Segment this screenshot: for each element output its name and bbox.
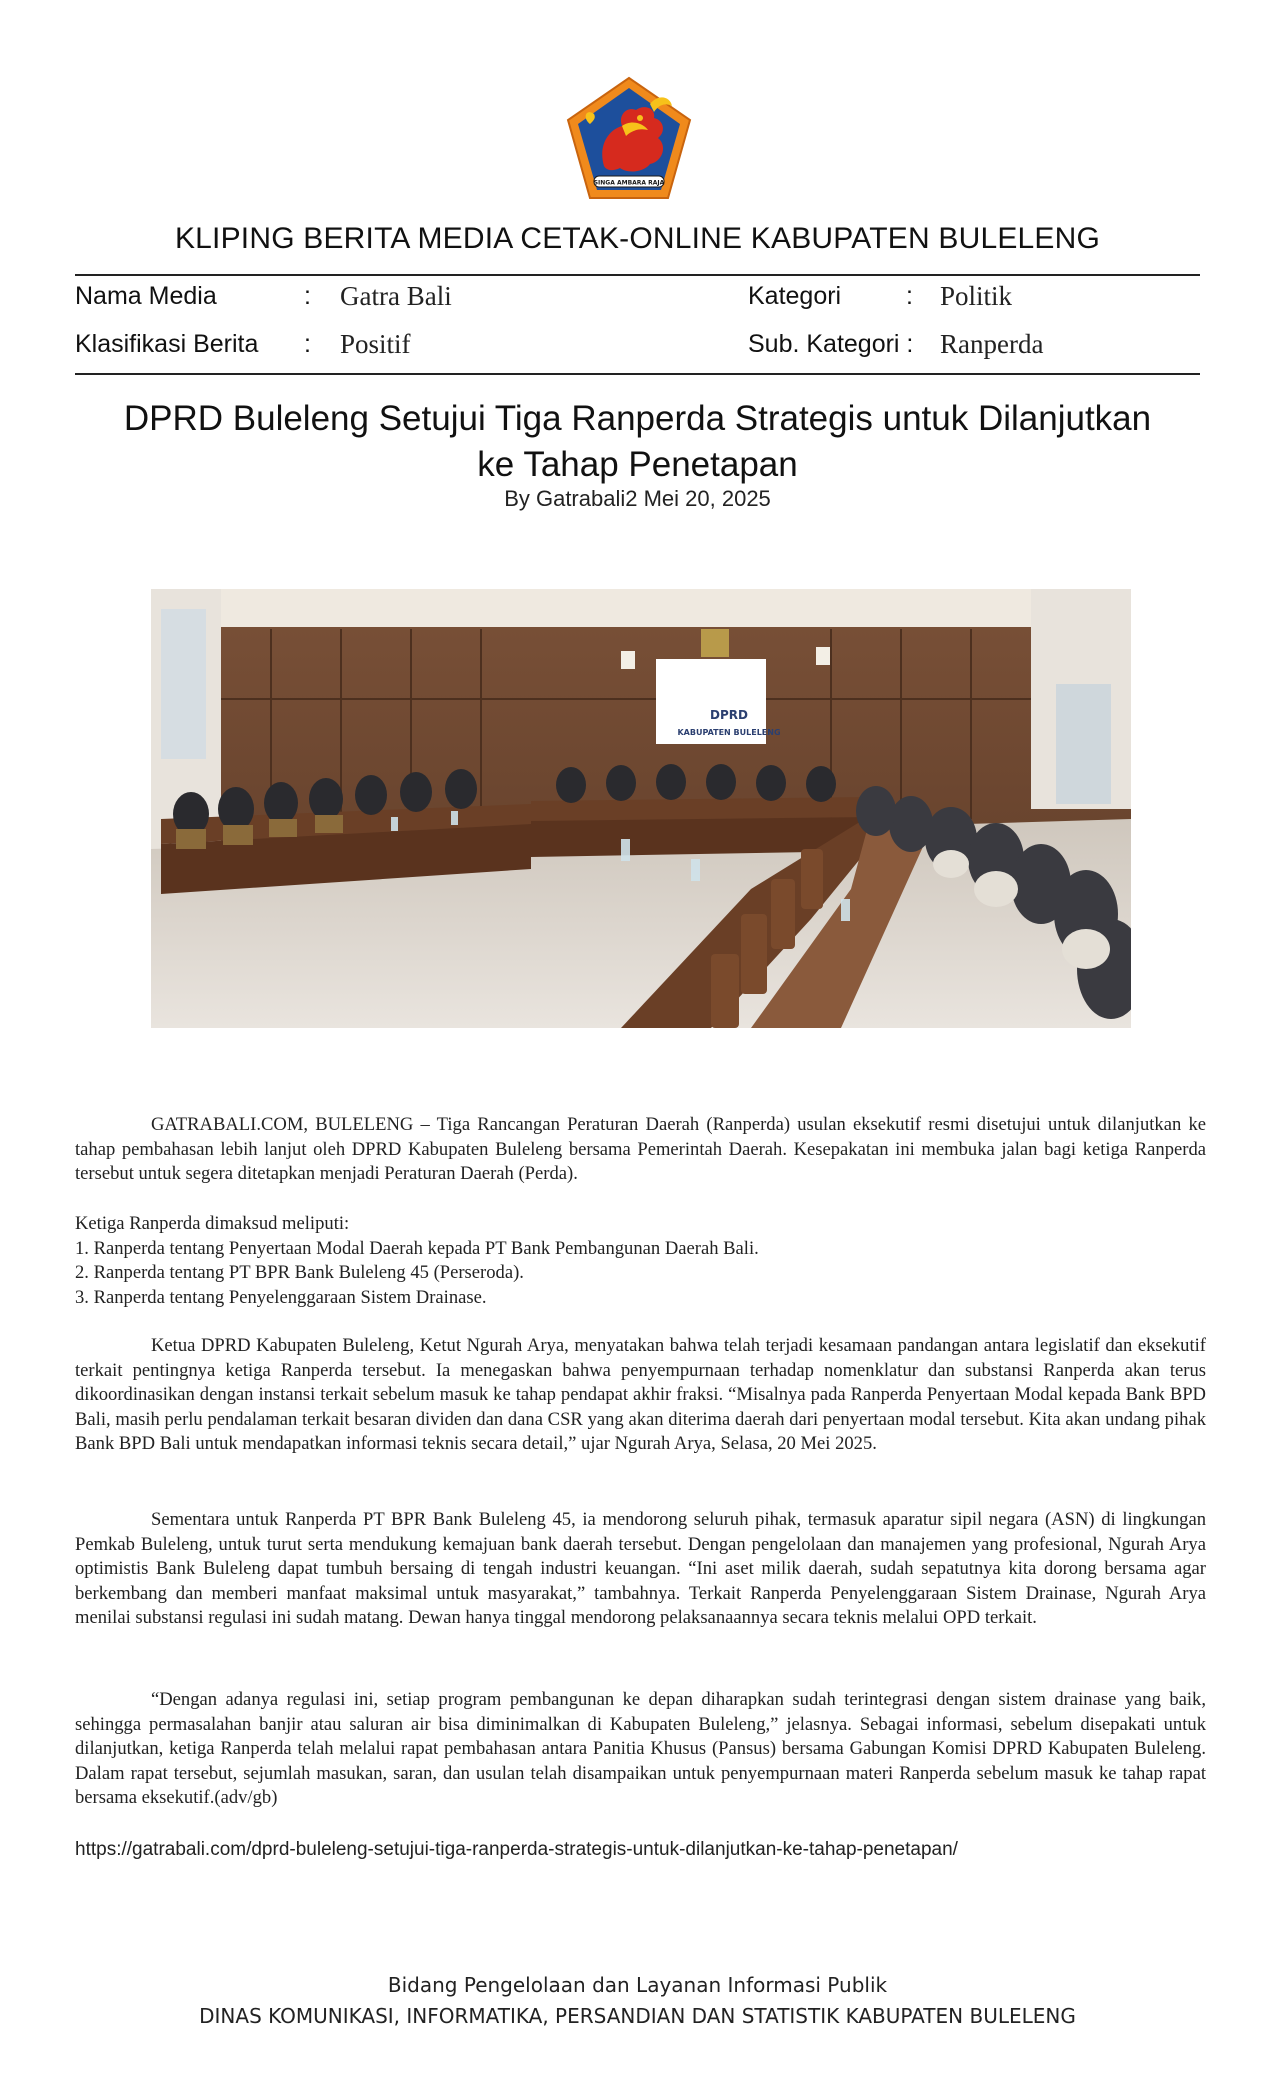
- article-byline: By Gatrabali2 Mei 20, 2025: [504, 486, 771, 511]
- media-name-label: Nama Media: [75, 282, 217, 310]
- category-value: Politik: [940, 281, 1013, 311]
- source-url-link[interactable]: https://gatrabali.com/dprd-buleleng-setujui-tiga-ranperda-strategis-untuk-dilanjutkan-ke-tahap-penetapan/: [75, 1839, 958, 1860]
- ranperda-list: [75, 1212, 1206, 1310]
- list-item-3: 3. Ranperda tentang Penyelenggaraan Sistem Drainase.: [75, 1286, 487, 1308]
- photo-sign-dprd: DPRD: [710, 708, 748, 722]
- article-paragraph-4-container: [75, 1688, 1206, 1811]
- meeting-photo: [151, 589, 1131, 1028]
- article-paragraph-4: “Dengan adanya regulasi ini, setiap program pembangunan ke depan diharapkan sudah terintegrasi dengan sistem drainase yang baik, sehingga permasalahan banjir atau saluran air bisa diminimalkan di Kabupaten Buleleng,” jelasnya. Sebagai informasi, sebelum disepakati untuk dilanjutkan, ketiga Ranperda telah melalui rapat pembahasan antara Panitia Khusus (Pansus) bersama Gabungan Komisi DPRD Kabupaten Buleleng. Dalam rapat tersebut, sejumlah masukan, saran, dan usulan telah disampaikan untuk penyempurnaan materi Ranperda sebelum masuk ke tahap rapat bersama eksekutif.(adv/gb): [75, 1689, 1206, 1808]
- sub-category-label: Sub. Kategori :: [748, 330, 914, 358]
- media-name-value: Gatra Bali: [340, 281, 452, 311]
- article-paragraph-2: Ketua DPRD Kabupaten Buleleng, Ketut Ngurah Arya, menyatakan bahwa telah terjadi kesamaan pandangan antara legislatif dan eksekutif terkait pentingnya ketiga Ranperda tersebut. Ia menegaskan bahwa penyempurnaan terhadap nomenklatur dan substansi Ranperda akan terus dikoordinasikan dengan instansi terkait sebelum masuk ke tahap pendapat akhir fraksi. “Misalnya pada Ranperda Penyertaan Modal kepada Bank BPD Bali, masih perlu pendalaman terkait besaran dividen dan dana CSR yang akan diterima daerah dari penyertaan modal tersebut. Kita akan undang pihak Bank BPD Bali untuk mendapatkan informasi teknis secara detail,” ujar Ngurah Arya, Selasa, 20 Mei 2025.: [75, 1335, 1206, 1454]
- list-intro: Ketiga Ranperda dimaksud meliputi:: [75, 1213, 350, 1234]
- logo-motto: SINGA AMBARA RAJA: [593, 179, 665, 187]
- article-paragraph-1-container: [75, 1113, 1206, 1187]
- article-headline: [100, 396, 1175, 488]
- header-top-rule: [75, 274, 1200, 276]
- headline-line-2: ke Tahap Penetapan: [477, 445, 798, 484]
- article-paragraph-2-container: [75, 1334, 1206, 1457]
- photo-sign-kabupaten: KABUPATEN BULELENG: [677, 728, 781, 737]
- classification-value: Positif: [340, 329, 411, 359]
- list-item-2: 2. Ranperda tentang PT BPR Bank Buleleng 45 (Perseroda).: [75, 1262, 524, 1283]
- footer-department: DINAS KOMUNIKASI, INFORMATIKA, PERSANDIAN DAN STATISTIK KABUPATEN BULELENG: [199, 2004, 1076, 2028]
- list-item-1: 1. Ranperda tentang Penyertaan Modal Daerah kepada PT Bank Pembangunan Daerah Bali.: [75, 1237, 759, 1259]
- media-name-colon: :: [304, 282, 311, 310]
- article-paragraph-1: GATRABALI.COM, BULELENG – Tiga Rancangan Peraturan Daerah (Ranperda) usulan eksekutif resmi disetujui untuk dilanjutkan ke tahap pembahasan lebih lanjut oleh DPRD Kabupaten Buleleng bersama Pemerintah Daerah. Kesepakatan ini membuka jalan bagi ketiga Ranperda tersebut untuk segera ditetapkan menjadi Peraturan Daerah (Perda).: [75, 1114, 1206, 1184]
- classification-label: Klasifikasi Berita: [75, 330, 259, 358]
- sub-category-value: Ranperda: [940, 329, 1044, 359]
- category-colon: :: [906, 282, 913, 310]
- category-label: Kategori: [748, 282, 842, 310]
- headline-line-1: DPRD Buleleng Setujui Tiga Ranperda Strategis untuk Dilanjutkan: [123, 399, 1152, 438]
- article-paragraph-3-container: [75, 1508, 1206, 1631]
- buleleng-regency-logo: [564, 74, 694, 202]
- footer-division: Bidang Pengelolaan dan Layanan Informasi Publik: [387, 1973, 888, 1997]
- clipping-title: KLIPING BERITA MEDIA CETAK-ONLINE KABUPATEN BULELENG: [174, 222, 1101, 255]
- classification-colon: :: [304, 330, 311, 358]
- header-bottom-rule: [75, 373, 1200, 375]
- article-paragraph-3: Sementara untuk Ranperda PT BPR Bank Buleleng 45, ia mendorong seluruh pihak, termasuk aparatur sipil negara (ASN) di lingkungan Pemkab Buleleng, untuk turut serta mendukung kemajuan bank daerah tersebut. Dengan pengelolaan dan manajemen yang profesional, Ngurah Arya optimistis Bank Buleleng dapat tumbuh bersaing di tengah industri keuangan. “Ini aset milik daerah, sudah sepatutnya kita dorong bersama agar berkembang dan memberi manfaat maksimal untuk masyarakat,” tambahnya. Terkait Ranperda Penyelenggaraan Sistem Drainase, Ngurah Arya menilai substansi regulasi ini sudah matang. Dewan hanya tinggal mendorong pelaksanaannya secara teknis melalui OPD terkait.: [75, 1509, 1206, 1628]
